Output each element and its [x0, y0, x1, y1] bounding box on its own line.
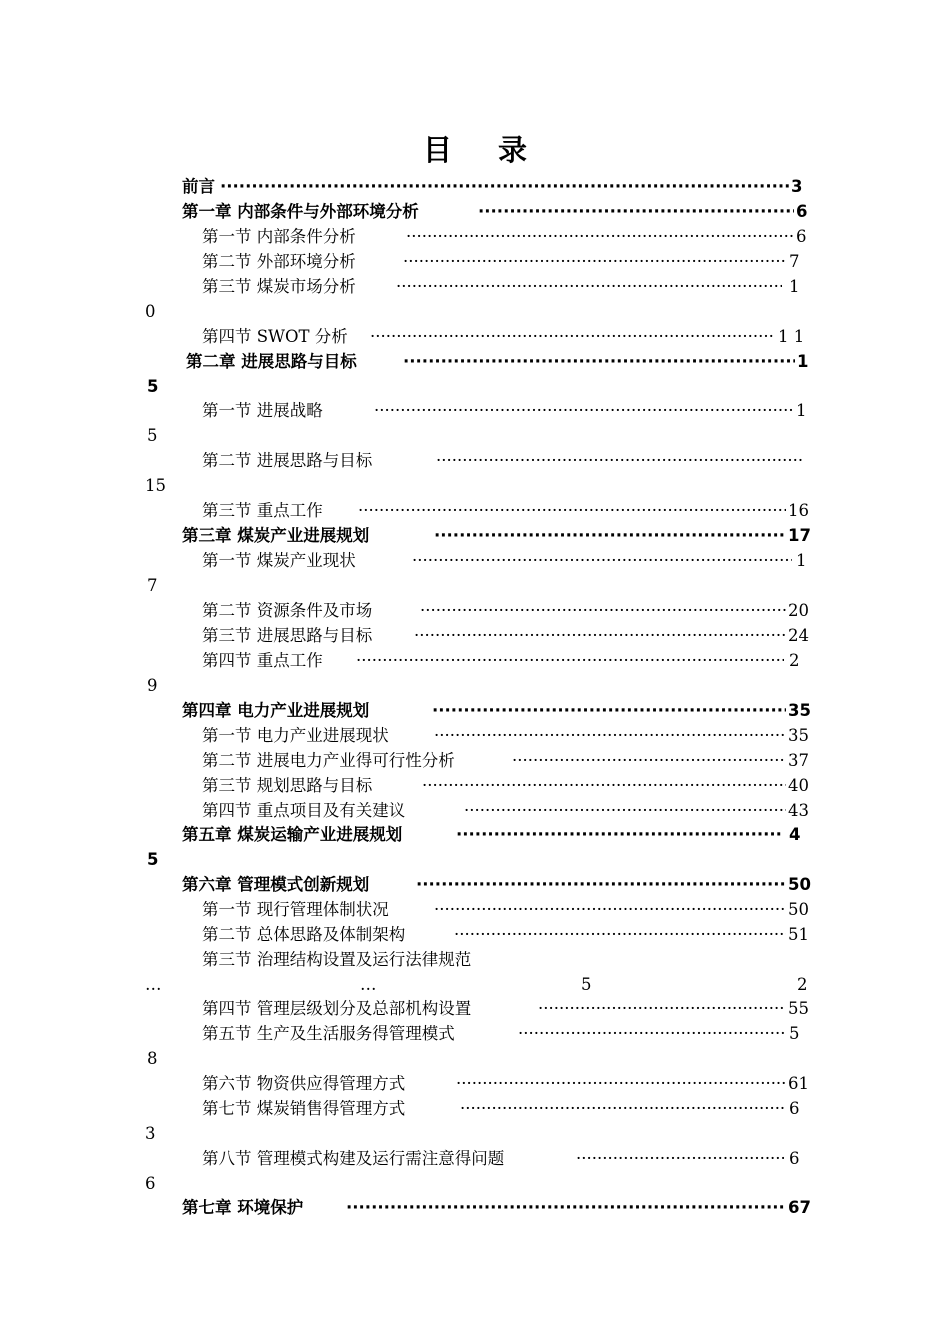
toc-leader-dots: [432, 698, 786, 723]
toc-label: 第一节 煤炭产业现状: [202, 551, 356, 570]
toc-page: 6: [796, 202, 808, 221]
toc-entry-ch6-s5[interactable]: [0, 1021, 950, 1046]
toc-page: 5: [581, 975, 592, 994]
toc-page: 1 1: [778, 327, 805, 346]
toc-page-continued: 5: [147, 426, 158, 445]
toc-label: 第二节 外部环境分析: [202, 252, 356, 271]
toc-leader-dots: [464, 798, 786, 823]
toc-entry-ch6-s3[interactable]: [0, 947, 950, 972]
toc-leader-dots: [434, 523, 786, 548]
toc-page: 24: [788, 626, 809, 645]
toc-entry-ch2-s1[interactable]: [0, 398, 950, 423]
toc-leader-dots: [460, 1096, 784, 1121]
toc-page: 35: [788, 701, 811, 720]
page-title: 目 录: [422, 133, 546, 167]
toc-leader-dots: [512, 748, 786, 773]
toc-label: 第一节 现行管理体制状况: [202, 900, 389, 919]
toc-leader-dots: [358, 498, 786, 523]
toc-label: 第三节 重点工作: [202, 501, 323, 520]
toc-leader-dots: [414, 623, 786, 648]
toc-leader-dots: [370, 324, 774, 349]
toc-leader-dots: [434, 897, 786, 922]
toc-label: 第八节 管理模式构建及运行需注意得问题: [202, 1149, 505, 1168]
toc-entry-preface[interactable]: [0, 174, 950, 199]
toc-page: 6: [789, 1149, 800, 1168]
toc-entry-ch6[interactable]: [0, 872, 950, 897]
toc-entry-ch6-s1[interactable]: [0, 897, 950, 922]
toc-entry-ch5[interactable]: [0, 822, 950, 847]
toc-entry-ch3-s1[interactable]: [0, 548, 950, 573]
toc-entry-ch7[interactable]: [0, 1195, 950, 1220]
toc-entry-ch4-s2[interactable]: [0, 748, 950, 773]
toc-entry-ch3[interactable]: [0, 523, 950, 548]
toc-label: 第一节 内部条件分析: [202, 227, 356, 246]
toc-page: 20: [788, 601, 809, 620]
toc-label: 第二节 总体思路及体制架构: [202, 925, 406, 944]
toc-entry-ch1-s1[interactable]: [0, 224, 950, 249]
toc-label: 第三节 治理结构设置及运行法律规范: [202, 950, 472, 969]
toc-page: 1: [797, 352, 809, 371]
toc-label: 第二节 进展思路与目标: [202, 451, 373, 470]
toc-label: 前言: [182, 177, 215, 196]
toc-label: 第五章 煤炭运输产业进展规划: [182, 825, 403, 844]
toc-page: 16: [788, 501, 809, 520]
toc-leader-dots: [396, 274, 782, 299]
toc-entry-ch6-s6[interactable]: [0, 1071, 950, 1096]
toc-label: 第七章 环境保护: [182, 1198, 304, 1217]
toc-page: 61: [788, 1074, 809, 1093]
toc-leader-dots: [434, 723, 786, 748]
toc-page: 2: [797, 975, 808, 994]
toc-label: 第二节 进展电力产业得可行性分析: [202, 751, 455, 770]
toc-leader-dots: [436, 448, 804, 473]
toc-leader-dots: [403, 349, 795, 374]
toc-leader-dots: [454, 922, 786, 947]
toc-page: 40: [788, 776, 809, 795]
toc-label: 第五节 生产及生活服务得管理模式: [202, 1024, 455, 1043]
toc-label: 第一节 电力产业进展现状: [202, 726, 389, 745]
toc-page: 6: [789, 1099, 800, 1118]
toc-page: 37: [788, 751, 809, 770]
toc-entry-ch6-s7[interactable]: [0, 1096, 950, 1121]
toc-leader-dots: [576, 1146, 784, 1171]
toc-leader-dots: [538, 996, 786, 1021]
toc-entry-ch1-s4[interactable]: [0, 324, 950, 349]
toc-leader-dots: [518, 1021, 784, 1046]
toc-entry-ch3-s4[interactable]: [0, 648, 950, 673]
toc-leader-dots: [478, 199, 794, 224]
toc-entry-ch2-s2[interactable]: [0, 448, 950, 473]
toc-page: 7: [789, 252, 800, 271]
toc-entry-ch1-s3[interactable]: [0, 274, 950, 299]
toc-label: 第六章 管理模式创新规划: [182, 875, 370, 894]
toc-page: 4: [789, 825, 801, 844]
toc-label: 第三章 煤炭产业进展规划: [182, 526, 370, 545]
toc-entry-ch6-s8[interactable]: [0, 1146, 950, 1171]
toc-page: 51: [788, 925, 809, 944]
toc-page: 1: [796, 401, 807, 420]
toc-entry-ch2[interactable]: [0, 349, 950, 374]
toc-leader-dots: [406, 224, 794, 249]
toc-leader-dots: [422, 773, 786, 798]
toc-entry-ch4-s4[interactable]: [0, 798, 950, 823]
toc-leader-dots: [420, 598, 786, 623]
toc-entry-ch1-s2[interactable]: [0, 249, 950, 274]
toc-entry-ch1[interactable]: [0, 199, 950, 224]
toc-page: 3: [791, 177, 803, 196]
toc-label: 第四节 SWOT 分析: [202, 327, 348, 346]
toc-leader-dots: [220, 174, 790, 199]
toc-entry-ch6-s3-continued: [0, 972, 950, 997]
toc-page: 55: [788, 999, 809, 1018]
toc-entry-ch2-s3[interactable]: [0, 498, 950, 523]
toc-entry-ch4[interactable]: [0, 698, 950, 723]
toc-page: 2: [789, 651, 800, 670]
toc-page-continued: 7: [147, 576, 158, 595]
toc-leader-dots: [356, 648, 784, 673]
toc-page-continued: 8: [147, 1049, 158, 1068]
toc-leader-dots: [456, 1071, 786, 1096]
toc-label: 第四章 电力产业进展规划: [182, 701, 370, 720]
toc-leader-dots: [456, 822, 782, 847]
toc-page: 67: [788, 1198, 811, 1217]
toc-page-continued: 15: [145, 476, 166, 495]
toc-leader-fragment: …: [360, 975, 377, 994]
toc-label: 第四节 管理层级划分及总部机构设置: [202, 999, 472, 1018]
toc-page: 50: [788, 875, 811, 894]
toc-label: 第二节 资源条件及市场: [202, 601, 373, 620]
toc-leader-dots: [416, 872, 786, 897]
toc-leader-dots: [412, 548, 792, 573]
toc-page-continued: 9: [147, 676, 158, 695]
toc-leader-dots: [403, 249, 787, 274]
toc-page-continued: 5: [147, 377, 159, 396]
toc-entry-ch3-s2[interactable]: [0, 598, 950, 623]
toc-entry-ch3-s3[interactable]: [0, 623, 950, 648]
toc-leader-fragment: …: [145, 975, 162, 994]
toc-label: 第七节 煤炭销售得管理方式: [202, 1099, 406, 1118]
toc-page-continued: 6: [145, 1174, 156, 1193]
toc-label: 第四节 重点工作: [202, 651, 323, 670]
toc-page-continued: 5: [147, 850, 159, 869]
toc-page: 5: [789, 1024, 800, 1043]
toc-page: 35: [788, 726, 809, 745]
toc-page: 1: [789, 277, 800, 296]
toc-entry-ch6-s2[interactable]: [0, 922, 950, 947]
toc-page: 50: [788, 900, 809, 919]
toc-page-continued: 0: [145, 302, 156, 321]
toc-label: 第三节 进展思路与目标: [202, 626, 373, 645]
toc-label: 第六节 物资供应得管理方式: [202, 1074, 406, 1093]
toc-entry-ch4-s1[interactable]: [0, 723, 950, 748]
toc-label: 第三节 规划思路与目标: [202, 776, 373, 795]
toc-page: 6: [796, 227, 807, 246]
toc-page: 1: [796, 551, 807, 570]
toc-leader-dots: [374, 398, 792, 423]
toc-label: 第四节 重点项目及有关建议: [202, 801, 406, 820]
toc-label: 第一节 进展战略: [202, 401, 323, 420]
toc-page-continued: 3: [145, 1124, 156, 1143]
toc-entry-ch6-s4[interactable]: [0, 996, 950, 1021]
toc-label: 第一章 内部条件与外部环境分析: [182, 202, 419, 221]
toc-label: 第三节 煤炭市场分析: [202, 277, 356, 296]
toc-label: 第二章 进展思路与目标: [186, 352, 357, 371]
toc-page: 43: [788, 801, 809, 820]
toc-leader-dots: [346, 1195, 786, 1220]
toc-page: 17: [788, 526, 811, 545]
toc-entry-ch4-s3[interactable]: [0, 773, 950, 798]
